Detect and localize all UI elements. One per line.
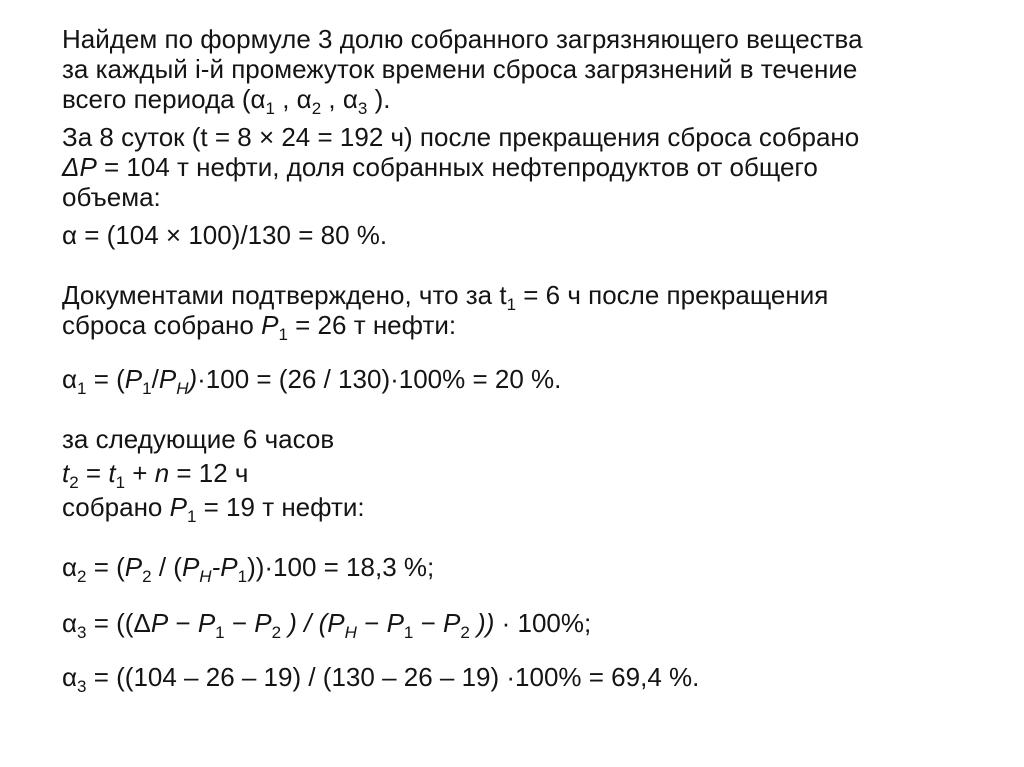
next-line-3 <box>62 492 962 526</box>
alpha-subscript-3: 3 <box>357 99 368 118</box>
alpha3-value <box>62 662 962 696</box>
alpha2-ph-subscript: Н <box>199 567 212 586</box>
alpha3-p1-subscript: 1 <box>215 623 225 642</box>
t1-subscript: 1 <box>506 295 517 314</box>
next-interval-paragraph <box>62 424 962 526</box>
alpha1-symbol: α <box>62 364 78 394</box>
alpha1-p-subscript: 1 <box>142 379 152 398</box>
next-line-3-end: = 19 т нефти: <box>196 492 365 522</box>
alpha3-rest: · 100%; <box>494 608 592 638</box>
next-p1: P <box>169 492 187 522</box>
alpha3-p2b-subscript: 2 <box>460 623 470 642</box>
alpha2-p1-subscript: 1 <box>237 567 248 586</box>
alpha3-p2-subscript: 2 <box>271 623 282 642</box>
alpha1-p: P <box>124 364 143 394</box>
t1-variable: t <box>108 458 116 488</box>
alpha2-line <box>62 552 962 586</box>
alpha3-p2b: P <box>443 608 461 638</box>
alpha2-formula <box>62 552 962 586</box>
next-plus: + <box>125 458 155 488</box>
alpha3-subscript: 3 <box>77 623 87 642</box>
t1-var-subscript: 1 <box>115 473 126 492</box>
alpha3-symbol: α <box>62 608 78 638</box>
alpha2-minus: - <box>211 552 221 582</box>
alpha-total-formula <box>62 220 962 250</box>
alpha3-value-line <box>62 662 962 696</box>
alpha3-formula <box>62 608 962 642</box>
alpha3-minus-2: − <box>224 608 255 638</box>
day8-line-3: объема: <box>62 182 161 212</box>
alpha3-p2: P <box>254 608 272 638</box>
t2-variable: t <box>62 458 70 488</box>
alpha3-p1: P <box>197 608 216 638</box>
alpha3-minus-3: − <box>356 608 387 638</box>
documents-line-2-end: = 26 т нефти: <box>287 310 457 340</box>
alpha2-mid: / ( <box>151 552 182 582</box>
next-p1-subscript: 1 <box>186 507 197 526</box>
intro-paragraph <box>62 24 962 118</box>
intro-line-3-mid-2: , α <box>321 84 358 114</box>
n-variable: n <box>154 458 170 488</box>
day8-paragraph <box>62 122 962 212</box>
intro-line-3 <box>62 84 962 118</box>
alpha-subscript-1: 1 <box>265 99 275 118</box>
documents-line-1 <box>62 280 962 314</box>
alpha-total-text: α = (104 × 100)/130 = 80 %. <box>62 220 388 250</box>
p1-subscript: 1 <box>278 325 288 344</box>
intro-line-3-mid-1: , α <box>275 84 312 114</box>
alpha3-p1b-subscript: 1 <box>403 623 414 642</box>
documents-line-2-start: сброса собрано <box>62 310 262 340</box>
alpha1-ph: P <box>158 364 177 394</box>
alpha3-ph: P <box>327 608 345 638</box>
alpha2-eq: = ( <box>86 552 125 582</box>
alpha3-value-rest: = ((104 – 26 – 19) / (130 – 26 – 19) ·100% = 69,4 %. <box>86 662 700 692</box>
documents-line-1-start: Документами подтверждено, что за t <box>62 280 507 310</box>
alpha3-minus-1: − <box>168 608 198 638</box>
documents-paragraph <box>62 280 962 344</box>
alpha3-p: P <box>150 608 169 638</box>
alpha3-close: )) <box>469 608 495 638</box>
documents-line-1-end: = 6 ч после прекращения <box>516 280 829 310</box>
alpha2-p2: P <box>124 552 143 582</box>
alpha3-eq: = ((Δ <box>86 608 151 638</box>
alpha1-close: ) <box>188 364 198 394</box>
documents-line-2 <box>62 310 962 344</box>
intro-line-3-end: ). <box>367 84 391 114</box>
alpha1-eq: = ( <box>86 364 125 394</box>
alpha2-p1: P <box>220 552 238 582</box>
alpha3-ph-subscript: Н <box>344 623 357 642</box>
day8-line-2 <box>62 152 962 182</box>
next-line-2 <box>62 458 962 492</box>
delta-p-variable: ΔP <box>62 152 97 182</box>
alpha1-slash: / <box>151 364 159 394</box>
p1-variable: P <box>261 310 279 340</box>
alpha3-value-subscript: 3 <box>77 677 87 696</box>
alpha3-p1b: P <box>386 608 404 638</box>
next-line-1: за следующие 6 часов <box>62 424 335 454</box>
alpha1-line <box>62 364 962 398</box>
t2-subscript: 2 <box>69 473 79 492</box>
intro-line-3-start: всего периода (α <box>62 84 266 114</box>
alpha2-rest: ))·100 = 18,3 %; <box>247 552 435 582</box>
alpha2-subscript: 2 <box>77 567 87 586</box>
day8-line-1: За 8 суток (t = 8 × 24 = 192 ч) после прекращения сброса собрано <box>62 122 860 152</box>
alpha3-formula-line <box>62 608 962 642</box>
alpha3-mid: ) / ( <box>281 608 328 638</box>
alpha3-value-symbol: α <box>62 662 78 692</box>
next-eq-rest: = 12 ч <box>169 458 249 488</box>
day8-line-2-rest: = 104 т нефти, доля собранных нефтепродуктов от общего <box>96 152 818 182</box>
alpha2-ph: P <box>181 552 200 582</box>
alpha2-symbol: α <box>62 552 78 582</box>
next-line-3-start: собрано <box>62 492 170 522</box>
next-eq: = <box>78 458 109 488</box>
alpha1-formula <box>62 364 962 398</box>
alpha1-rest: ·100 = (26 / 130)·100% = 20 %. <box>197 364 562 394</box>
alpha1-ph-subscript: Н <box>176 379 189 398</box>
alpha-subscript-2: 2 <box>311 99 322 118</box>
alpha1-subscript: 1 <box>77 379 87 398</box>
alpha3-minus-4: − <box>413 608 444 638</box>
intro-line-2: за каждый i-й промежуток времени сброса загрязнений в течение <box>62 54 858 84</box>
alpha2-p2-subscript: 2 <box>142 567 152 586</box>
intro-line-1: Найдем по формуле 3 долю собранного загрязняющего вещества <box>62 24 863 54</box>
